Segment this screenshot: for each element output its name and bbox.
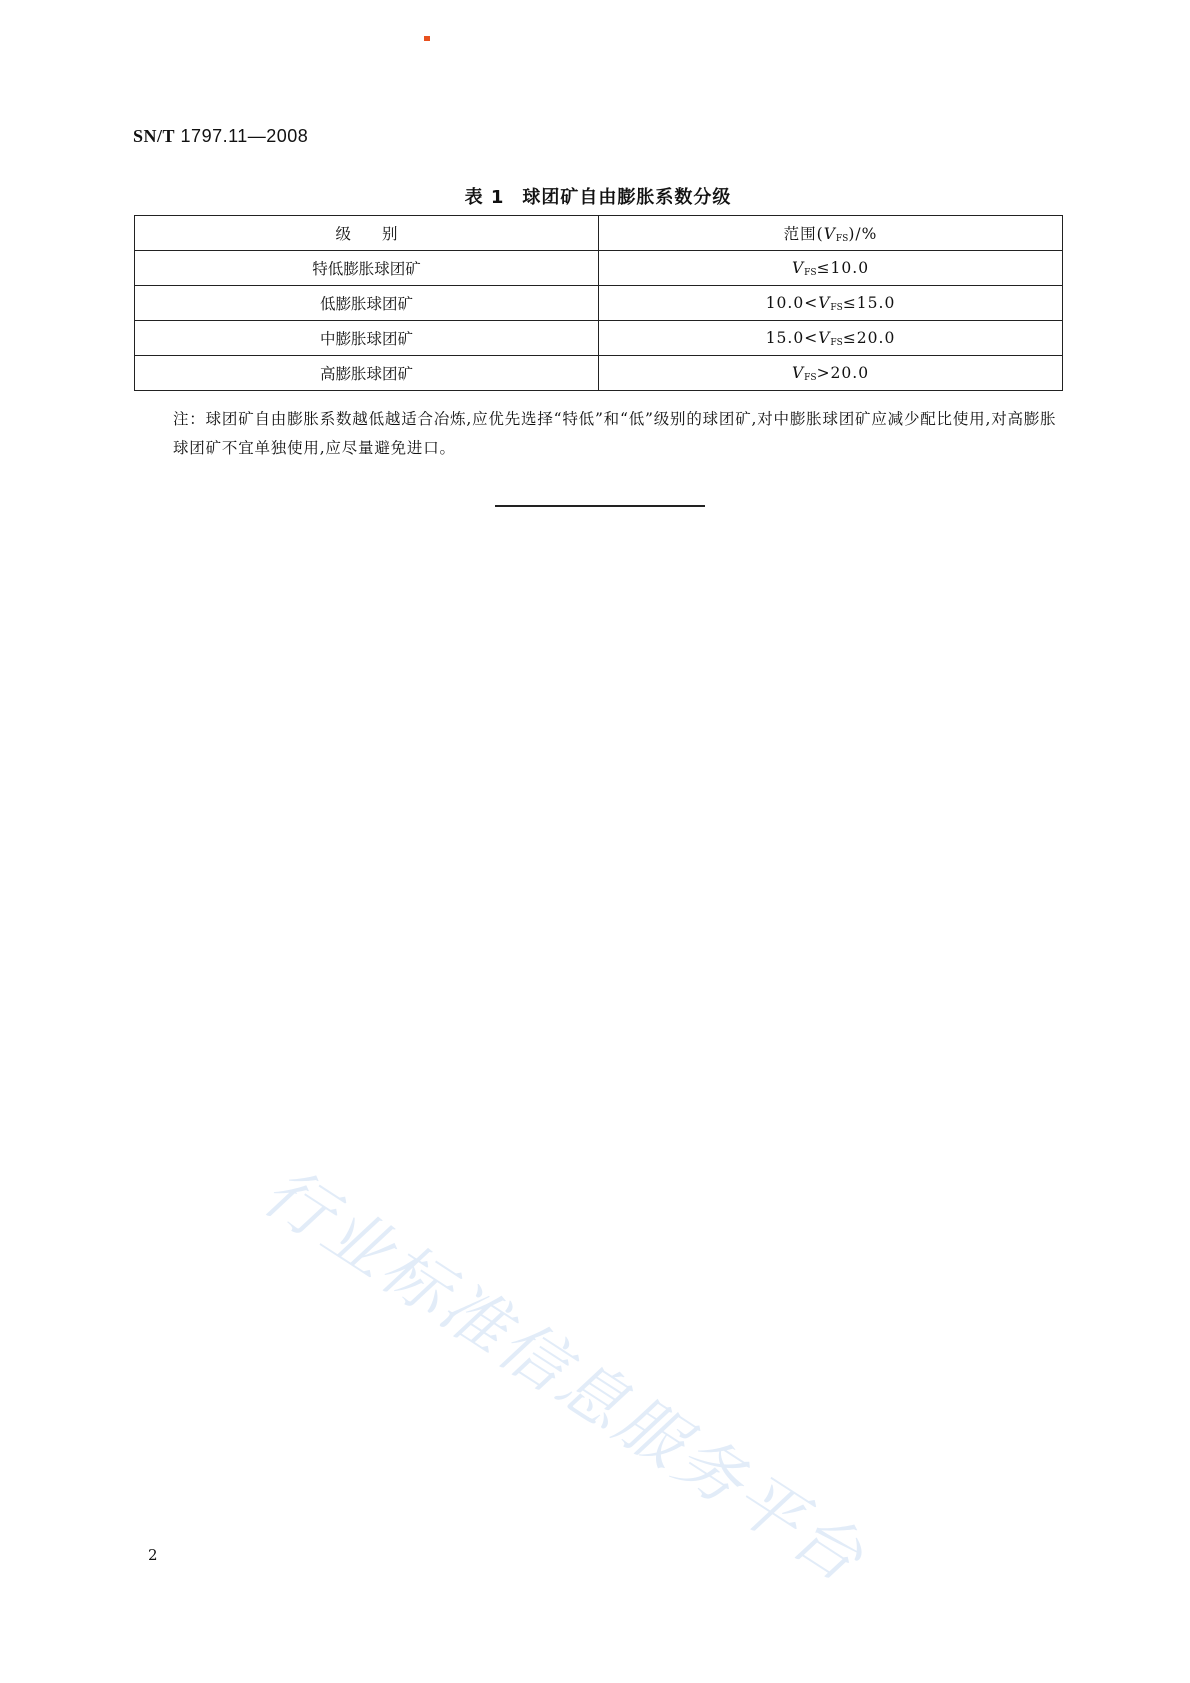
header-range <box>599 216 1063 251</box>
table-caption-number: 表 1 <box>464 187 505 208</box>
table-row <box>135 251 1063 286</box>
watermark: 行业标准信息服务平台 <box>249 1152 879 1599</box>
range-sub: FS <box>804 267 817 278</box>
range-var: V <box>818 293 831 312</box>
header-range-var: V <box>823 225 836 243</box>
page-number: 2 <box>148 1546 158 1564</box>
table-header-row <box>135 216 1063 251</box>
range-sub: FS <box>830 302 843 313</box>
range-var: V <box>791 363 805 382</box>
table-row <box>135 286 1063 321</box>
row-grade: 高膨胀球团矿 <box>135 356 599 391</box>
table-note <box>173 405 1065 463</box>
end-rule <box>495 505 705 507</box>
range-sub: FS <box>830 337 843 348</box>
row-grade: 特低膨胀球团矿 <box>135 251 599 286</box>
header-range-sub: FS <box>835 234 849 244</box>
standard-number: 1797.11—2008 <box>180 126 309 146</box>
row-grade: 中膨胀球团矿 <box>135 321 599 356</box>
range-var: V <box>791 258 805 277</box>
row-range <box>599 251 1063 286</box>
standard-prefix: SN/T <box>133 126 176 146</box>
range-post: ≤20.0 <box>842 328 896 347</box>
range-pre: 10.0< <box>765 293 819 312</box>
range-pre: 15.0< <box>765 328 819 347</box>
table-row <box>135 356 1063 391</box>
header-range-suffix: )/% <box>848 225 878 243</box>
range-var: V <box>818 328 831 347</box>
row-grade: 低膨胀球团矿 <box>135 286 599 321</box>
table-row <box>135 321 1063 356</box>
row-range <box>599 356 1063 391</box>
note-label: 注： <box>173 410 206 428</box>
range-sub: FS <box>804 372 817 383</box>
table-caption <box>133 183 1063 209</box>
note-text: 球团矿自由膨胀系数越低越适合冶炼,应优先选择“特低”和“低”级别的球团矿,对中膨胀球团矿应减少配比使用,对高膨胀球团矿不宜单独使用,应尽量避免进口。 <box>173 410 1057 457</box>
range-post: >20.0 <box>816 363 870 382</box>
range-post: ≤10.0 <box>816 258 870 277</box>
header-grade: 级 别 <box>135 216 599 251</box>
orange-mark <box>424 36 430 41</box>
standard-code <box>133 126 308 147</box>
range-post: ≤15.0 <box>842 293 896 312</box>
row-range <box>599 321 1063 356</box>
grade-table <box>134 215 1063 391</box>
table-caption-title: 球团矿自由膨胀系数分级 <box>522 187 732 208</box>
row-range <box>599 286 1063 321</box>
header-range-prefix: 范围( <box>783 225 824 243</box>
